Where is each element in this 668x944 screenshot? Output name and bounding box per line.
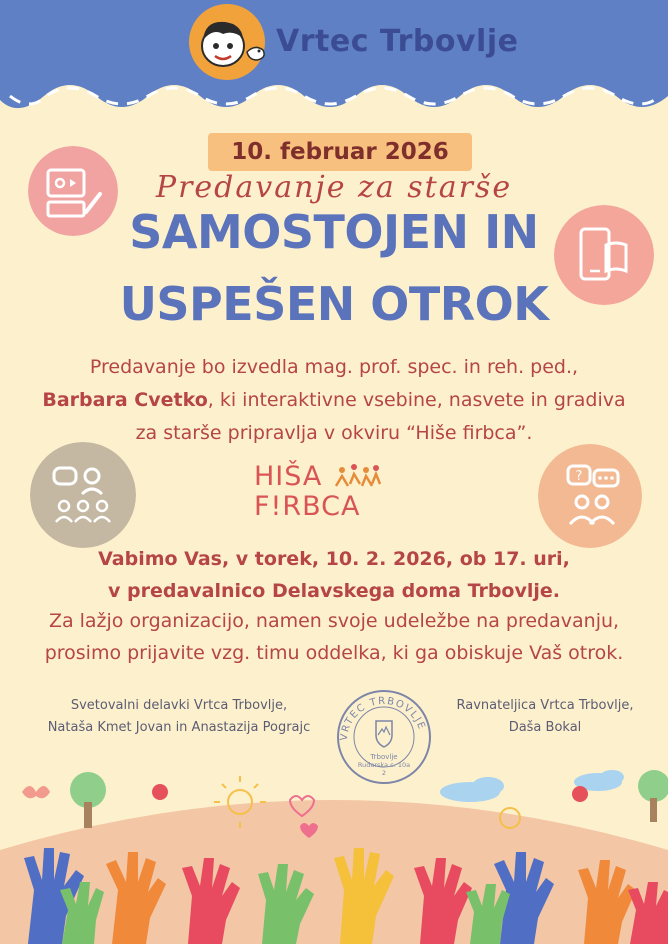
hisa-firbca-logo	[254, 462, 384, 532]
phone-book-icon	[554, 205, 654, 305]
intro-line-1: Predavanje bo izvedla mag. prof. spec. in reh. ped.,	[89, 356, 579, 378]
hisa-logo-line-2: F!RBCA	[254, 491, 361, 522]
group-talk-icon	[30, 442, 136, 548]
hisa-logo-line-1: HIŠA	[254, 461, 323, 492]
raised-hands-illustration	[0, 740, 668, 944]
stamp-ring-text: VRTEC TRBOVLJE	[338, 695, 428, 742]
chat-people-icon	[538, 444, 642, 548]
event-title-line-2: USPEŠEN OTROK	[119, 277, 549, 331]
svg-text:?: ?	[575, 469, 583, 484]
organization-line-1: Za lažjo organizacijo, namen svoje udeležbe na predavanju,	[48, 610, 620, 632]
invite-line-1: Vabimo Vas, v torek, 10. 2. 2026, ob 17. uri,	[98, 548, 570, 570]
signature-left-role: Svetovalni delavki Vrtca Trbovlje,	[70, 698, 288, 713]
stamp-line-1: Trbovlje	[370, 753, 398, 761]
date-badge: 10. februar 2026	[208, 133, 472, 171]
event-subtitle: Predavanje za starše	[155, 170, 513, 205]
signature-right-name: Daša Bokal	[508, 720, 582, 735]
intro-line-3: za starše pripravlja v okviru “Hiše firbca”.	[135, 422, 533, 444]
signature-right	[426, 695, 664, 739]
child-and-bird-icon	[183, 2, 273, 80]
kindergarten-name: Vrtec Trbovlje	[276, 24, 519, 59]
learning-icon	[28, 146, 118, 236]
raised-hands-icon	[334, 462, 382, 492]
signature-right-role: Ravnateljica Vrtca Trbovlje,	[456, 698, 634, 713]
stamp-line-2: Rudarska c. 10a	[357, 761, 411, 769]
intro-line-2-rest: , ki interaktivne vsebine, nasvete in gradiva	[207, 389, 626, 411]
signature-left	[20, 695, 338, 739]
speaker-name: Barbara Cvetko	[42, 389, 208, 411]
organization-line-2: prosimo prijavite vzg. timu oddelka, ki ga obiskuje Vaš otrok.	[44, 642, 624, 664]
event-title-line-1: SAMOSTOJEN IN	[129, 205, 539, 259]
signature-left-names: Nataša Kmet Jovan in Anastazija Pograjc	[47, 720, 311, 735]
intro-line-2	[10, 384, 658, 417]
stamp-line-3: 2	[381, 769, 387, 777]
scalloped-header-band	[0, 0, 668, 130]
invite-line-2: v predavalnico Delavskega doma Trbovlje.	[107, 580, 560, 602]
